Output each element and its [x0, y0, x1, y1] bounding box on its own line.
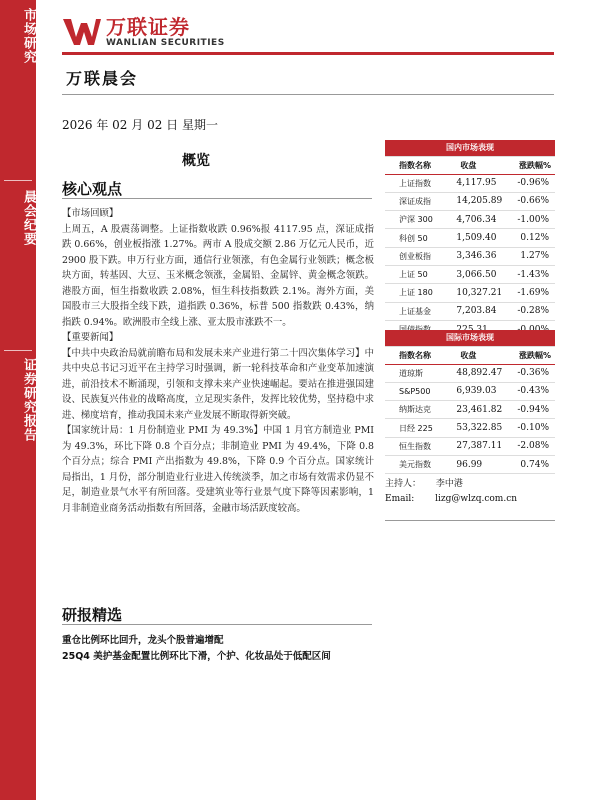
news-item: 【国家统计局：1 月份制造业 PMI 为 49.3%】中国 1 月官方制造业 PMI 为 49.3%，环比下降 0.8 个百分点；非制造业 PMI 为 49.4%，下降 0.8 个百分点；综合 PMI 产出指数为 49.8%，下降 0.9 个百分点。国家统计局指出，1 月份，部分制造业行业进入传统淡季，加之市场有效需求仍显不足，制造业景气水平有所回落。受建筑业等行业景气度下降等因素影响，1 月非制造业商务活动指数有所回落，金融市场活跃度较高。 [62, 425, 374, 514]
close-value: 27,387.11 [440, 437, 504, 455]
change-percent: -0.10% [504, 419, 555, 437]
w-logo-icon [62, 15, 102, 49]
change-percent: -0.66% [504, 192, 555, 210]
change-percent: -0.96% [504, 174, 555, 192]
change-percent: 0.12% [504, 229, 555, 247]
core-viewpoints-body [62, 206, 374, 516]
analyst-email[interactable]: lizg@wlzq.com.cn [435, 494, 518, 504]
col-header: 涨跌幅% [504, 156, 555, 174]
index-name: 上证基金 [385, 302, 440, 320]
change-percent: -1.43% [504, 265, 555, 283]
change-percent: -0.28% [504, 302, 555, 320]
col-header: 指数名称 [385, 346, 440, 364]
core-viewpoints-heading: 核心观点 [62, 180, 123, 198]
close-value: 14,205.89 [440, 192, 504, 210]
sidebar-label-market-research: 市场研究 [21, 8, 36, 64]
table-row [385, 247, 555, 265]
domestic-market-table [385, 140, 555, 339]
table-row [385, 302, 555, 320]
index-name: 美元指数 [385, 455, 440, 473]
analyst-name: 李中港 [435, 479, 463, 489]
sidebar-divider [4, 180, 32, 181]
table-row [385, 455, 555, 473]
close-value: 48,892.47 [440, 364, 504, 382]
company-logo [62, 12, 225, 52]
index-name: 深证成指 [385, 192, 440, 210]
table-row [385, 174, 555, 192]
index-name: 科创 50 [385, 229, 440, 247]
table-row [385, 211, 555, 229]
sidebar-divider [4, 350, 32, 351]
header-rule [62, 52, 554, 55]
table-row [385, 364, 555, 382]
close-value: 4,117.95 [440, 174, 504, 192]
index-name: 日经 225 [385, 419, 440, 437]
research-item[interactable]: 25Q4 美护基金配置比例环比下滑，个护、化妆品处于低配区间 [62, 651, 331, 662]
research-item[interactable]: 重仓比例环比回升，龙头个股普遍增配 [62, 635, 224, 646]
index-name: 道琼斯 [385, 364, 440, 382]
change-percent: 0.74% [504, 455, 555, 473]
table-row [385, 284, 555, 302]
table-row [385, 192, 555, 210]
close-value: 4,706.34 [440, 211, 504, 229]
index-name: 创业板指 [385, 247, 440, 265]
index-name: 沪深 300 [385, 211, 440, 229]
close-value: 3,346.36 [440, 247, 504, 265]
col-header: 涨跌幅% [504, 346, 555, 364]
close-value: 10,327.21 [440, 284, 504, 302]
report-date: 2026 年 02 月 02 日 星期一 [62, 118, 218, 132]
change-percent: -1.00% [504, 211, 555, 229]
analyst-name-line [385, 476, 463, 489]
change-percent: -0.36% [504, 364, 555, 382]
table-caption: 国际市场表现 [385, 330, 555, 346]
research-picks-heading: 研报精选 [62, 606, 123, 624]
change-percent: 1.27% [504, 247, 555, 265]
table-row [385, 419, 555, 437]
change-percent: -2.08% [504, 437, 555, 455]
important-news-tag: 【重要新闻】 [62, 332, 119, 343]
table-row [385, 229, 555, 247]
index-name: 上证 50 [385, 265, 440, 283]
report-title: 万联晨会 [66, 69, 139, 88]
change-percent: -1.69% [504, 284, 555, 302]
index-name: 纳斯达克 [385, 401, 440, 419]
sidebar-label-research-report: 证券研究报告 [21, 358, 36, 442]
index-name: 恒生指数 [385, 437, 440, 455]
col-header: 收盘 [440, 346, 504, 364]
table-row [385, 265, 555, 283]
news-item: 【中共中央政治局就前瞻布局和发展未来产业进行第二十四次集体学习】中共中央总书记习近平在主持学习时强调，新一轮科技革命和产业变革加速演进，前沿技术不断涌现，引领和支撑未来产业快速崛起。要站在推进强国建设、民族复兴伟业的战略高度，立足现实条件，发挥比较优势，坚持稳中求进、梯度培育，推动我国未来产业发展不断取得新突破。 [62, 347, 374, 421]
index-name: 上证指数 [385, 174, 440, 192]
index-name: S&P500 [385, 382, 440, 400]
index-name: 上证 180 [385, 284, 440, 302]
analyst-role-label: 主持人： [385, 479, 422, 489]
international-market-table [385, 330, 555, 474]
analyst-email-line [385, 494, 517, 504]
close-value: 53,322.85 [440, 419, 504, 437]
sidebar-label-morning-brief: 晨会纪要 [21, 190, 36, 246]
close-value: 23,461.82 [440, 401, 504, 419]
change-percent: -0.94% [504, 401, 555, 419]
col-header: 指数名称 [385, 156, 440, 174]
email-label: Email: [385, 494, 415, 504]
close-value: 1,509.40 [440, 229, 504, 247]
change-percent: -0.43% [504, 382, 555, 400]
logo-name-cn: 万联证券 [106, 14, 190, 39]
table-row [385, 437, 555, 455]
section-rule [62, 624, 372, 625]
table-row [385, 401, 555, 419]
logo-name-en: WANLIAN SECURITIES [106, 37, 225, 48]
table-row [385, 382, 555, 400]
col-header: 收盘 [440, 156, 504, 174]
overview-heading: 概览 [182, 153, 210, 169]
market-review-tag: 【市场回顾】 [62, 208, 119, 219]
close-value: 3,066.50 [440, 265, 504, 283]
close-value: 6,939.03 [440, 382, 504, 400]
title-rule [62, 94, 554, 95]
sidebar [0, 0, 36, 800]
close-value: 96.99 [440, 455, 504, 473]
close-value: 7,203.84 [440, 302, 504, 320]
table-caption: 国内市场表现 [385, 140, 555, 156]
section-rule [62, 198, 372, 199]
market-review-text: 上周五，A 股震荡调整。上证指数收跌 0.96%报 4117.95 点，深证成指跌 0.66%，创业板指涨 1.27%。两市 A 股成交额 2.86 万亿元人民币，近 2900 股下跌。申万行业方面，通信行业领涨，有色金属行业领跌；概念板块方面，转基因、大豆、玉米概念领涨，金属铅、金属锌、黄金概念领跌。港股方面，恒生指数收跌 2.08%，恒生科技指数跌 2.1%。海外方面，美国股市三大股指全线下跌，道指跌 0.36%，标普 500 指数跌 0.43%，纳指跌 0.94%。欧洲股市全线上涨、亚太股市涨跌不一。 [62, 223, 374, 328]
analyst-rule [385, 520, 555, 521]
